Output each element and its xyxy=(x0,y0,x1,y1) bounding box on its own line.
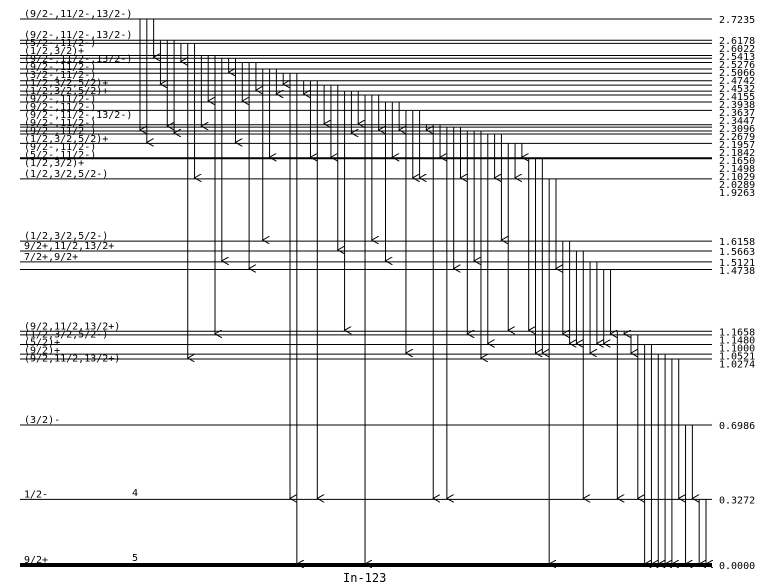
nucleus-title: In-123 xyxy=(343,571,387,585)
level-energy: 1.6158 xyxy=(719,237,756,249)
level-energy: 2.5066 xyxy=(719,68,756,80)
level-spin-parity: (1/2,3/2,5/2-) xyxy=(24,168,109,180)
level-energy: 2.0289 xyxy=(719,180,756,192)
level-spin-parity: (9/2-,11/2-) xyxy=(24,62,97,74)
level-spin-parity: (9/2-,11/2-,13/2-) xyxy=(24,110,133,122)
level-spin-parity: (9/2-,11/2-,13/2-) xyxy=(24,54,133,66)
level-spin-parity: (9/2,11/2,13/2+) xyxy=(24,321,121,333)
level-energy: 2.6178 xyxy=(719,36,756,48)
level-energy: 1.1480 xyxy=(719,335,756,347)
level-energy: 2.3096 xyxy=(719,124,756,136)
level-spin-parity: (9/2)+ xyxy=(24,345,61,357)
ground-level-number-5: 5 xyxy=(132,553,139,564)
ground-level-number-4: 4 xyxy=(132,488,139,499)
level-energy: 2.1498 xyxy=(719,164,756,176)
level-spin-parity: (1/2,3/2,5/2)+ xyxy=(24,78,109,90)
level-energy: 2.5276 xyxy=(719,60,756,72)
level-spin-parity: (5/2-,11/2-) xyxy=(24,150,97,162)
level-energy: 2.3637 xyxy=(719,108,756,120)
level-energy: 1.1000 xyxy=(719,343,756,355)
level-spin-parity: (3/2)- xyxy=(24,414,61,426)
level-spin-parity: (9/2-,11/2-) xyxy=(24,142,97,154)
level-energy: 1.4738 xyxy=(719,265,756,277)
level-energy: 2.3447 xyxy=(719,116,756,128)
level-energy: 1.5663 xyxy=(719,246,756,258)
level-spin-parity: (9/2-,11/2-) xyxy=(24,102,97,114)
level-spin-parity: 9/2+,11/2,13/2+ xyxy=(24,240,115,252)
energy-levels xyxy=(20,19,712,565)
level-energy: 1.1658 xyxy=(719,327,756,339)
level-spin-parity: (9/2-,11/2-) xyxy=(24,94,97,106)
level-spin-parity: (9/2-,11/2-,13/2-) xyxy=(24,30,133,42)
level-energy: 2.4532 xyxy=(719,84,756,96)
level-energy: 2.4742 xyxy=(719,76,756,88)
level-spin-parity: 1/2- xyxy=(24,489,49,501)
level-spin-parity: (3/2-,11/2-) xyxy=(24,70,97,82)
level-spin-parity: (9/2-,11/2-) xyxy=(24,118,97,130)
level-energy: 1.9263 xyxy=(719,188,756,200)
level-spin-parity: (1/2,3/2,5/2)+ xyxy=(24,86,109,98)
level-energy: 2.1029 xyxy=(719,172,756,184)
level-energy: 0.3272 xyxy=(719,495,756,507)
level-energy: 2.2679 xyxy=(719,132,756,144)
level-energy: 2.5413 xyxy=(719,52,756,64)
level-energy: 1.5121 xyxy=(719,257,756,269)
level-spin-parity: (9/2-,11/2-) xyxy=(24,126,97,138)
level-energy: 0.6986 xyxy=(719,420,756,432)
level-energy: 2.4155 xyxy=(719,92,756,104)
level-spin-parity: (5/2-,11/2-) xyxy=(24,38,97,50)
level-spin-parity: (1/2,3/2,5/2-) xyxy=(24,231,109,243)
level-spin-parity: (1/2,3/2)+ xyxy=(24,46,85,58)
level-energy: 2.6022 xyxy=(719,44,756,56)
level-spin-parity: (5/2)+ xyxy=(24,337,61,349)
level-energy: 2.1650 xyxy=(719,156,756,168)
level-energy: 0.0000 xyxy=(719,561,756,572)
level-spin-parity: 9/2+ xyxy=(24,555,49,566)
level-energy: 2.1957 xyxy=(719,140,756,152)
level-spin-parity: (1/2,3/2,5/2-) xyxy=(24,329,109,341)
level-spin-parity: (1/2,3/2)+ xyxy=(24,158,85,170)
level-energy: 2.1842 xyxy=(719,148,756,160)
gamma-transitions xyxy=(140,19,706,564)
level-spin-parity: (1/2,3/2,5/2)+ xyxy=(24,134,109,146)
level-spin-parity: (9/2,11/2,13/2+) xyxy=(24,353,121,365)
level-spin-parity: 7/2+,9/2+ xyxy=(24,251,79,263)
level-energy: 1.0521 xyxy=(719,351,756,363)
level-energy: 2.3938 xyxy=(719,100,756,112)
level-spin-parity: (9/2-,11/2-,13/2-) xyxy=(24,9,133,20)
level-energy: 2.7235 xyxy=(719,15,756,26)
level-energy: 1.0274 xyxy=(719,359,756,371)
